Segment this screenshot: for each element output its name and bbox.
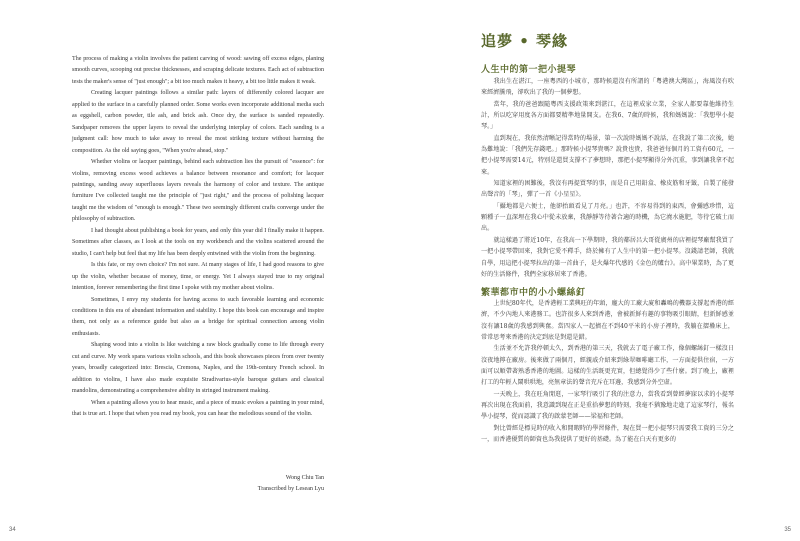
paragraph: I had thought about publishing a book for years, and only this year did I finally make it happen. Sometimes after classes, as I look at the tools on my workbench and the violins scattered around the studio, I can't help but feel that my life has been deeply entwined with the violin from the beginning.	[72, 227, 324, 257]
section-heading-first-violin: 人生中的第一把小提琴	[481, 65, 577, 75]
section-heading-city-screw: 繁華都市中的小小螺絲釘	[481, 288, 586, 298]
paragraph: 生活並不允許我停頓太久，到香港的第三天，我就去了電子廠工作，像個螺絲釘一樣沒日沒夜地擰在廠房。後來做了兩個月，經親戚介紹來到綠翠咖啡廳工作，一方面提供住宿，一方面可以順帶著熟悉香港的地圖。這樣的生活既更充實，但總覺得少了些什麼。到了晚上，廠裡打工的年輕人鬧哄哄地，亮無章法的聲音充斥在耳邊，我感到分外空虛。	[481, 345, 734, 387]
paragraph: Whether violins or lacquer paintings, behind each subtraction lies the pursuit of "essence": for violins, removing excess wood achieves a balance between resonance and comfort; for lacquer paintings, sanding away superfluous layers reveals the harmony of color and texture. The antique furniture I've collected taught me the principle of "just right," and the process of polishing lacquer taught me the wisdom of "enough is enough." These two seemingly different crafts converge under the philosophy of subtraction.	[72, 159, 324, 223]
section-body-city-screw	[481, 298, 734, 445]
page-number-left: 34	[9, 527, 16, 533]
paragraph: 知道家裡的困難後，我沒有再提買琴的事，而是自己用鉛盒、橡皮筋和牙籤，自製了能發出聲音的「琴」，彈了一首《小星星》。	[481, 180, 734, 199]
paragraph: 當年，我的爸爸跟隨粵西支援政策來到湛江，在這裡成家立業，全家人都要靠他維持生計，所以吃穿用度各方面都要精準地量開支。在我6、7歲的時候，我和媽媽說：「我想學小提琴。」	[481, 100, 734, 131]
transcriber-credit: Transcribed by Lesean Lyu	[257, 486, 324, 492]
chapter-title: 追夢 • 琴緣	[481, 32, 569, 50]
paragraph: 一天晚上，我在旺角閒逛，一家琴行吸引了我的注意力，當我看到曾經夢寐以求的小提琴再次出現在我面前，我意識到現在正是重拾夢想的時刻，我毫不猶豫地走進了這家琴行，報名學小提琴，從而認識了我的啟蒙老師——梁福和老師。	[481, 390, 734, 421]
page-number-right: 35	[784, 527, 791, 533]
paragraph: Is this fate, or my own choice? I'm not sure. At many stages of life, I had good reasons to give up the violin, whether because of money, time, or energy. Yet I always stayed true to my original intention, forever remembering the first time I spoke with my mother about violins.	[72, 262, 324, 292]
section-body-first-violin	[481, 76, 734, 280]
paragraph: Creating lacquer paintings follows a similar path: layers of differently colored lacquer are applied to the surface in a carefully planned order. Some works even incorporate additional media such as eggshell, carbon powder, tile ash, and brick ash. Once dry, the surface is sanded repeatedly. Sandpaper removes the upper layers to reveal the underlying interplay of colors. Each sanding is a judgment call: how much to take away to reveal the most striking texture without harming the composition. As the old saying goes, "When you're ahead, stop."	[72, 90, 324, 154]
paragraph: Sometimes, I envy my students for having access to such favorable learning and economic conditions in this era of abundant information and stability. I hope this book can encourage and inspire them, not only as a reference guide but also as a bridge for spiritual connection among violin enthusiasts.	[72, 296, 324, 337]
paragraph: 上世紀80年代，是香港輕工業興旺的年頭，龐大的工廠大廈和轟鳴的機器支撐起香港的經濟，不少內地人來港務工。也許很多人來到香港，會被新鮮有趣的事物吸引眼睛，但新鮮感並沒有讓18歲的我感到興奮。當四家人一起擠在不到40平米的小房子裡時，我躺在摺疊床上，常常思考來香港的決定到底是對還是錯。	[481, 300, 734, 342]
paragraph: 就這樣過了將近10年，在我高一下學期時，我的鄰居呂大哥從廣州的店裡提琴廠幫我買了一把小提琴帶回來，我對它愛不釋手，終於擁有了人生中的第一把小提琴。沒錢請老師，我就自學，用這把小提琴拉出的第一首曲子，是火爆年代感的《金色的爐台》。高中畢業時，為了更好的生活條件，我們全家移居來了香港。	[481, 236, 734, 278]
preface-body	[72, 54, 324, 421]
paragraph: 「攝地都是六便士，他卻抬頭看見了月亮。」也許，不容易得到的東西，會彌感珍惜，這顆種子一直深埋在我心中從未放棄，我靜靜等待著合適的時機，為它澆水施肥，等待它破土而出。	[481, 202, 734, 233]
paragraph: When a painting allows you to hear music, and a piece of music evokes a painting in your mind, that is true art. I hope that when you read my book, you can hear the melodious sound of the violin.	[72, 399, 324, 418]
paragraph: Shaping wood into a violin is like watching a raw block gradually come to life through every cut and curve. My work spans various violin schools, and this book showcases pieces from over twenty years, broadly categorized into: Brescia, Cremona, Naples, and the 19th-century French school. In addition to violins, I have also made exquisite Stradivarius-style baroque guitars and classical mandolins, demonstrating a comprehensive ability in stringed instrument making.	[72, 342, 324, 395]
paragraph: 對比曾經是標見時的收入和閒暇時的學習條件，現在買一把小提琴只需要我工資的三分之一，而香港優質的師資也為我提供了更好的基礎。為了能在白天有更多的	[481, 424, 734, 444]
paragraph: 直到現在，我依然清晰記得當時的場景，第一次說時媽媽不說話，在我說了第二次後，她為難地說：「我們先存錢吧。」那時候小提琴貴嗎？說貴也貴，我爸爸每個月的工資有60元，一把小提琴需要14元，特別是還買支撐不了夢想時，那把小提琴顯得分外沉重，事到讓我拿不起來。	[481, 134, 734, 176]
paragraph: The process of making a violin involves the patient carving of wood: sawing off excess edges, planing smooth curves, scooping out precise thicknesses, and scraping delicate textures. Each act of subtraction tests the maker's sense of "just enough"; a bit too much makes it heavy, a bit too little makes it weak.	[72, 56, 324, 85]
paragraph: 我出生在湛江，一座粵西的小城市，那時候還沒有所謂的「粵港澳大灣區」，海風沒有吹來經濟騰飛，卻吹出了我的一個夢想。	[481, 78, 734, 97]
author-signature: Wong Chiu Tan	[285, 475, 324, 481]
